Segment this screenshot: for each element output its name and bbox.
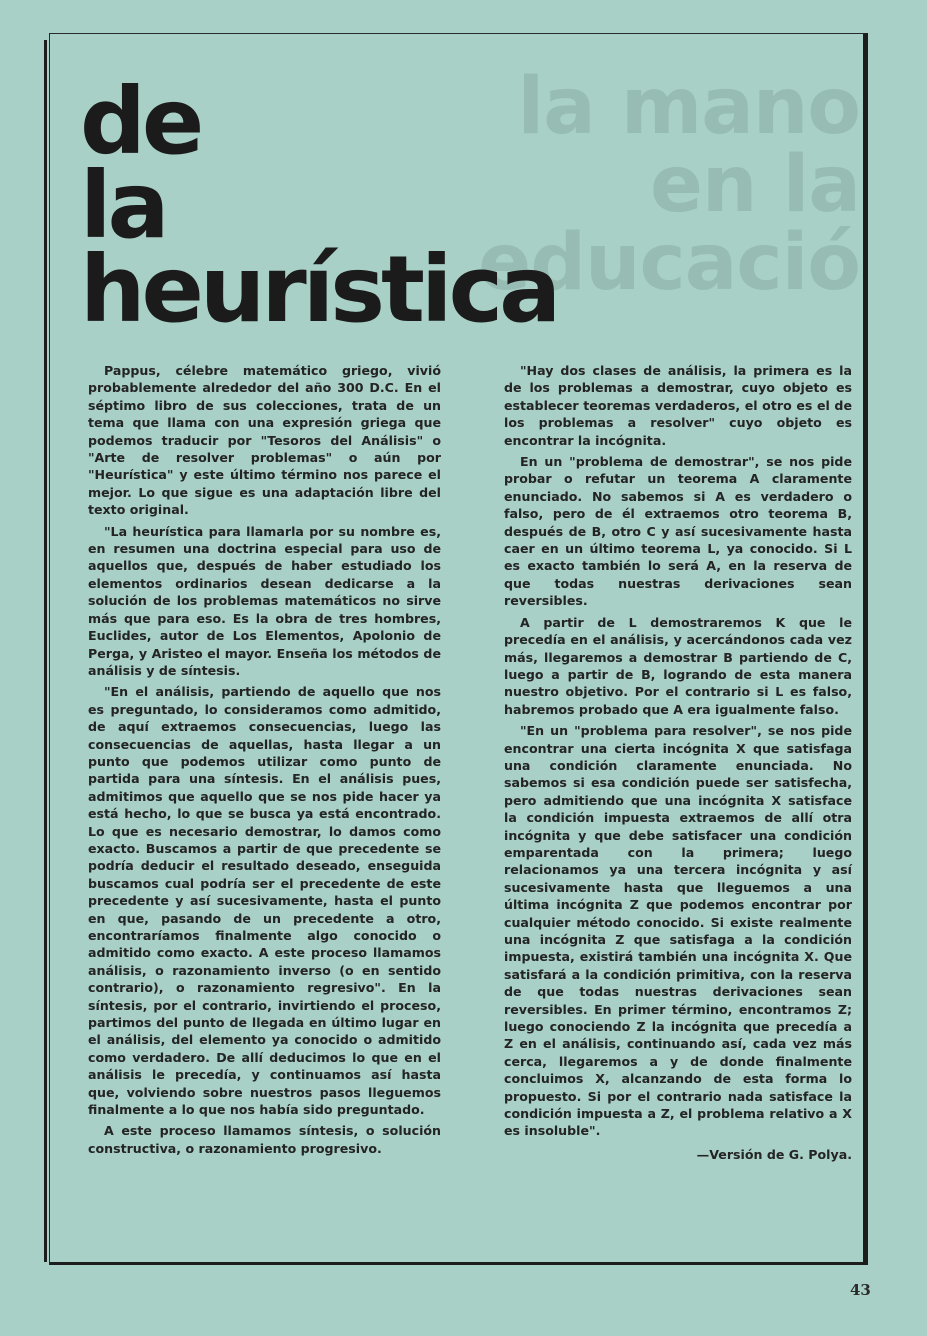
signature: —Versión de G. Polya. [696, 1146, 852, 1162]
article-title [80, 68, 558, 343]
left-vertical-rule [44, 40, 47, 1262]
paragraph: En un "problema de demostrar", se nos pide probar o refutar un teorema A claramente enunciado. No sabemos si A es verdadero o falso, pero de él extraemos otro teorema B, después de B, otro C y así sucesivamente hasta caer en un último teorema L, ya conocido. Si L es exacto también lo será A, en la reserva de que todas nuestras derivaciones sean reversibles. [504, 454, 852, 609]
paragraph: A este proceso llamamos síntesis, o solución constructiva, o razonamiento progresivo. [88, 1123, 441, 1156]
paragraph: "Hay dos clases de análisis, la primera es la de los problemas a demostrar, cuyo objeto es establecer teoremas verdaderos, el otro es el de los problemas a resolver" cuyo objeto es encontrar la incógnita. [504, 363, 852, 448]
ghost-line-3: educació [478, 218, 860, 308]
page-number: 43 [850, 1281, 871, 1299]
left-column [88, 362, 441, 1161]
ghost-line-1: la mano [517, 62, 860, 152]
paragraph: "En el análisis, partiendo de aquello que nos es preguntado, lo consideramos como admitido, de aquí extraemos consecuencias, luego las consecuencias de aquellas, hasta llegar a un punto que podemos utilizar como punto de partida para una síntesis. En el análisis pues, admitimos que aquello que se nos pide hacer ya está hecho, lo que se busca ya está encontrado. Lo que es necesario demostrar, lo damos como exacto. Buscamos a partir de que precedente se podría deducir el resultado deseado, enseguida buscamos cual podría ser el precedente de este precedente y así sucesivamente, hasta el punto en que, pasando de un precedente a otro, encontraríamos finalmente algo conocido o admitido como exacto. A este proceso llamamos análisis, o razonamiento inverso (o en sentido contrario), o razonamiento regresivo". En la síntesis, por el contrario, invirtiendo el proceso, partimos del punto de llegada en último lugar en el análisis, del elemento ya conocido o admitido como verdadero. De allí deducimos lo que en el análisis le precedía, y continuamos así hasta que, volviendo sobre nuestros pasos lleguemos finalmente a lo que nos había sido preguntado. [88, 684, 441, 1118]
ghost-line-2: en la [650, 140, 860, 230]
paragraph: A partir de L demostraremos K que le precedía en el análisis, y acercándonos cada vez más, llegaremos a demostrar B partiendo de C, luego a partir de B, logrando de esta manera nuestro objetivo. Por el contrario si L es falso, habremos probado que A era igualmente falso. [504, 614, 852, 717]
paragraph: Pappus, célebre matemático griego, vivió probablemente alrededor del año 300 D.C. En el séptimo libro de sus colecciones, trata de un tema que llama con una expresión griega que podemos traducir por "Tesoros del Análisis" o "Arte de resolver problemas" o aún por "Heurística" y este último término nos parece el mejor. Lo que sigue es una adaptación libre del texto original. [88, 363, 441, 518]
paragraph: "La heurística para llamarla por su nombre es, en resumen una doctrina especial para uso de aquellos que, después de haber estudiado los elementos ordinarios desean dedicarse a la solución de los problemas matemáticos no sirve más que para eso. Es la obra de tres hombres, Euclides, autor de Los Elementos, Apolonio de Perga, y Aristeo el mayor. Enseña los métodos de análisis y de síntesis. [88, 523, 441, 678]
paragraph: "En un "problema para resolver", se nos pide encontrar una cierta incógnita X que satisfaga una condición claramente enunciada. No sabemos si esa condición puede ser satisfecha, pero admitiendo que una incógnita X satisface la condición impuesta extraemos de allí otra incógnita y que debe satisfacer una condición emparentada con la primera; luego relacionamos ya una tercera incógnita y así sucesivamente hasta que lleguemos a una última incógnita Z que podemos encontrar por cualquier método conocido. Si existe realmente una incógnita Z que satisfaga a la condición impuesta, existirá también una incógnita X. Que satisfará a la condición primitiva, con la reserva de que todas nuestras derivaciones sean reversibles. En primer término, encontramos Z; luego conociendo Z la incógnita que precedía a Z en el análisis, continuando así, cada vez más cerca, llegaremos a y de donde finalmente concluimos X, alcanzando de esta forma lo propuesto. Si por el contrario nada satisface la condición impuesta a Z, el problema relativo a X es insoluble". [504, 723, 852, 1139]
right-column [504, 362, 852, 1167]
title-line-2: la [80, 152, 166, 259]
title-line-3: heurística [80, 236, 558, 343]
title-line-1: de [80, 68, 201, 175]
